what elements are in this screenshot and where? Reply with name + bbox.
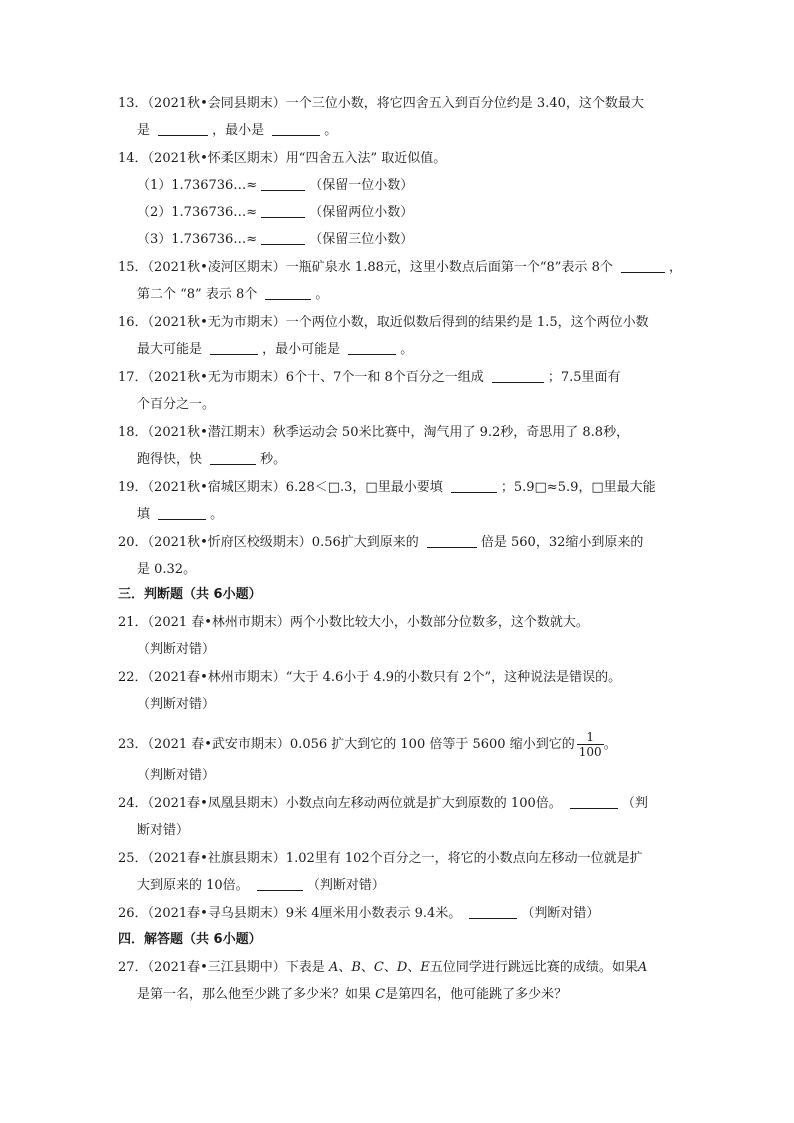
q14-sub1: （1）1.736736…≈ （保留一位小数）	[137, 178, 414, 193]
q17-line1: 17．（2021秋•无为市期末）6个十、7个一和 8个百分之一组成 ；7.5里面有	[118, 370, 621, 385]
answer-blank[interactable]	[257, 878, 303, 891]
q24-line1: 24．（2021春•凤凰县期末）小数点向左移动两位就是扩大到原数的 100倍。 （判	[118, 796, 648, 811]
answer-blank[interactable]	[469, 906, 517, 919]
q18-line1: 18．（2021秋•潜江期末）秋季运动会 50米比赛中，淘气用了 9.2秒，奇思用了 8.8秒，	[118, 425, 630, 440]
q23-line1: 23．（2021 春•武安市期末）0.056 扩大到它的 100 倍等于 5600 缩小到它的 $\frac{1}{100}$ 。	[118, 730, 617, 759]
q20-line2: 是 0.32。	[137, 562, 197, 577]
q25-line2: 大到原来的 10倍。 （判断对错）	[137, 878, 385, 893]
q13-line2: 是 ，最小是 。	[137, 123, 338, 138]
q14-line1: 14．（2021秋•怀柔区期末）用“四舍五入法” 取近似值。	[118, 151, 447, 166]
q25-line1: 25．（2021春•社旗县期末）1.02里有 102个百分之一，将它的小数点向左移动一位就是扩	[118, 851, 643, 866]
answer-blank[interactable]	[570, 796, 618, 809]
q27-line1: 27．（2021春•三江县期中）下表是 A、B、C、D、E五位同学进行跳远比赛的成绩。如果A	[118, 960, 648, 975]
q19-line2: 填 。	[137, 507, 224, 522]
q18-line2: 跑得快，快 秒。	[137, 452, 287, 467]
q13-line1: 13．（2021秋•会同县期末）一个三位小数，将它四舍五入到百分位约是 3.40，这个数最大	[118, 96, 644, 111]
answer-blank[interactable]	[272, 123, 320, 136]
q27-line2: 是第一名，那么他至少跳了多少米？如果 C是第四名，他可能跳了多少米？	[137, 987, 568, 1002]
answer-blank[interactable]	[261, 232, 305, 245]
answer-blank[interactable]	[158, 507, 206, 520]
answer-blank[interactable]	[261, 178, 305, 191]
q14-sub3: （3）1.736736…≈ （保留三位小数）	[137, 232, 414, 247]
answer-blank[interactable]	[265, 287, 311, 300]
answer-blank[interactable]	[427, 535, 477, 548]
q23-line2: （判断对错）	[137, 768, 216, 783]
q19-line1: 19．（2021秋•宿城区期末）6.28＜□.3，□里最小要填 ；5.9□≈5.9，□里最大能	[118, 480, 656, 495]
answer-blank[interactable]	[210, 452, 256, 465]
q16-line2: 最大可能是 ，最小可能是 。	[137, 342, 414, 357]
q17-line2: 个百分之一。	[137, 397, 216, 412]
q20-line1: 20．（2021秋•忻府区校级期末）0.56扩大到原来的 倍是 560，32缩小到原来的	[118, 535, 644, 550]
q15-line1: 15．（2021秋•凌河区期末）一瓶矿泉水 1.88元，这里小数点后面第一个“8”表示 8个 ，	[118, 260, 682, 275]
answer-blank[interactable]	[261, 205, 305, 218]
answer-blank[interactable]	[348, 342, 396, 355]
section-4-heading: 四．解答题（共 6小题）	[118, 932, 262, 947]
q22-line2: （判断对错）	[137, 697, 216, 712]
answer-blank[interactable]	[492, 370, 544, 383]
q16-line1: 16．（2021秋•无为市期末）一个两位小数，取近似数后得到的结果约是 1.5，这个两位小数	[118, 315, 649, 330]
q21-line2: （判断对错）	[137, 642, 216, 657]
q14-sub2: （2）1.736736…≈ （保留两位小数）	[137, 205, 414, 220]
q21-line1: 21．（2021 春•林州市期末）两个小数比较大小，小数部分位数多，这个数就大。	[118, 615, 589, 630]
answer-blank[interactable]	[621, 260, 665, 273]
q26-line1: 26．（2021春•寻乌县期末）9米 4厘米用小数表示 9.4米。 （判断对错）	[118, 906, 600, 921]
answer-blank[interactable]	[158, 123, 208, 136]
answer-blank[interactable]	[451, 480, 497, 493]
section-3-heading: 三．判断题（共 6小题）	[118, 587, 262, 602]
answer-blank[interactable]	[210, 342, 258, 355]
fraction: $\frac{1}{100}$	[578, 730, 602, 759]
q22-line1: 22．（2021春•林州市期末）“大于 4.6小于 4.9的小数只有 2个”，这种说法是错误的。	[118, 670, 622, 685]
q24-line2: 断对错）	[137, 823, 190, 838]
q15-line2: 第二个 “8” 表示 8个 。	[137, 287, 329, 302]
